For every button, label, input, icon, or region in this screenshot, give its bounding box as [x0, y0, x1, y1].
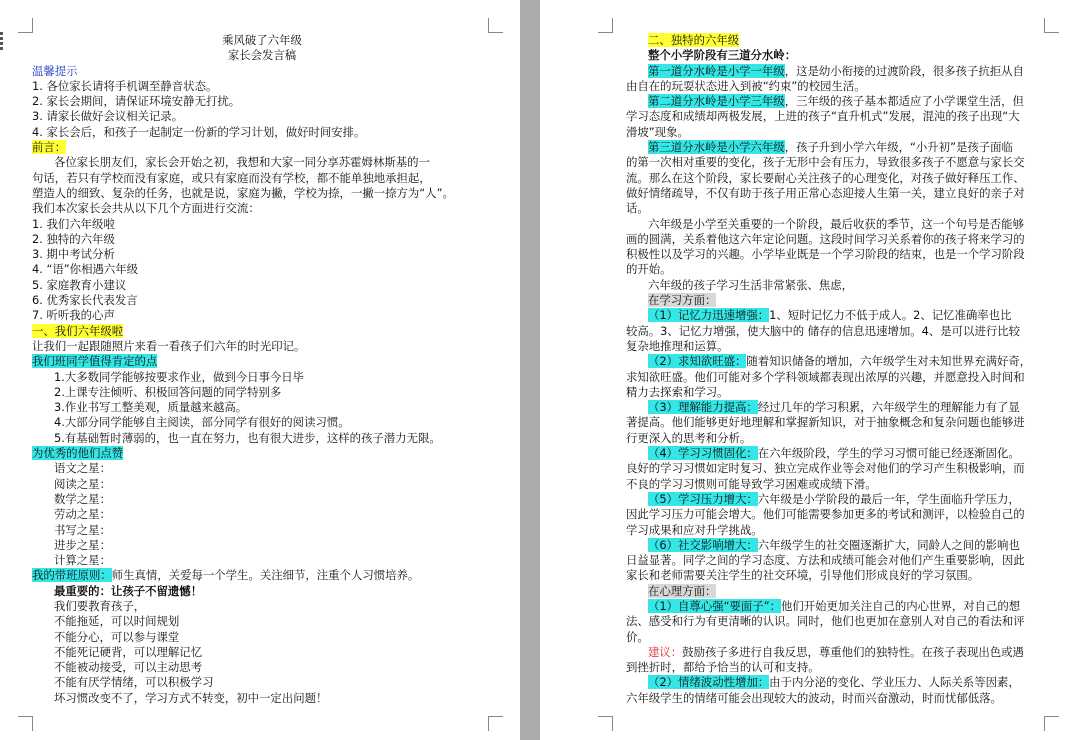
star-item: 进步之星：: [54, 537, 111, 552]
preface-label: 前言：: [32, 140, 67, 155]
watershed-3-label: 第三道分水岭是小学六年级: [648, 140, 785, 155]
tip-item: 2. 家长会期间，请保证环境安静无打扰。: [32, 94, 241, 109]
praise-item: 3.作业书写工整美观，质量越来越高。: [54, 400, 248, 415]
body-line: 良好的学习习惯如定时复习、独立完成作业等会对他们的学习产生积极影响，而: [626, 461, 1025, 476]
psych-item-1-label: （1）自尊心强“要面子”：: [648, 598, 781, 613]
left-page-content: [32, 33, 492, 706]
crop-mark-top-right: [1044, 18, 1059, 33]
study-item-4-text: 在六年级阶段，学生的学习习惯可能已经逐渐固化。: [757, 446, 1020, 461]
body-line: 六年级的孩子学习生活非常紧张、焦虑，: [648, 277, 854, 292]
body-line: 不良的学习习惯则可能导致学习困难或成绩下滑。: [626, 476, 877, 491]
body-line: 行更深入的思考和分析。: [626, 430, 752, 445]
crop-mark-top-right: [488, 18, 503, 33]
praise-item: 2.上课专注倾听、积极回答问题的同学特别多: [54, 384, 282, 399]
teach-line: 不能死记硬背，可以理解记忆: [54, 644, 203, 659]
body-line: 滑坡”现象。: [626, 124, 689, 139]
teach-line: 我们要教育孩子，: [54, 598, 146, 613]
body-line: 六年级是小学至关重要的一个阶段，最后收获的季节，这一个句号是否能够: [648, 216, 1024, 231]
study-item-2-label: （2）求知欲旺盛：: [648, 354, 747, 369]
study-item-4-label: （4）学习习惯固化：: [648, 446, 758, 461]
star-item: 计算之星：: [54, 553, 111, 568]
body-line: 流。那么在这个阶段，家长要耐心关注孩子的心理变化，对孩子做好释压工作、: [626, 170, 1025, 185]
body-line: 学习态度和成绩却两极发展，上进的孩子“直升机式”发展，混沌的孩子出现“大: [626, 109, 1020, 124]
praise-item: 5.有基础暂时薄弱的，也一直在努力，也有很大进步，这样的孩子潜力无限。: [54, 430, 441, 445]
body-line: 日益显著。同学之间的学习态度、方法和成绩可能会对他们产生重要影响，因此: [626, 553, 1025, 568]
body-line: 做好情绪疏导，不仅有助于孩子用正常心态迎接人生第一关，建立良好的亲子对: [626, 185, 1025, 200]
advice-text: 鼓励孩子多进行自我反思，尊重他们的独特性。在孩子表现出色或遇: [682, 644, 1024, 659]
document-page-left: [0, 0, 520, 740]
study-item-5-label: （5）学习压力增大：: [648, 491, 758, 506]
body-line: 家长和老师需要关注学生的社交环境，引导他们形成良好的学习氛围。: [626, 568, 980, 583]
right-page-content: [626, 33, 1046, 706]
body-line: 价。: [626, 629, 649, 644]
agenda-item: 5. 家庭教育小建议: [32, 277, 127, 292]
psych-item-1-text: 他们开始更加关注自己的内心世界，对自己的想: [780, 598, 1021, 613]
body-line: 积极性以及学习的兴趣。小学毕业既是一个学习阶段的结束，也是一个学习阶段: [626, 247, 1025, 262]
watershed-3-text: ，孩子升到小学六年级，“小升初”是孩子面临: [784, 140, 1013, 155]
crop-mark-top-left: [18, 18, 33, 33]
crop-mark-bottom-right: [1044, 716, 1059, 731]
star-item: 劳动之星：: [54, 507, 111, 522]
advice-label: 建议：: [648, 644, 683, 659]
preface-line: 我们本次家长会共从以下几个方面进行交流：: [32, 201, 260, 216]
body-line: 由自在的玩耍状态进入到被“约束”的校园生活。: [626, 78, 866, 93]
tip-item: 4. 家长会后，和孩子一起制定一份新的学习计划，做好时间安排。: [32, 124, 366, 139]
study-item-6-text: 六年级学生的社交圈逐渐扩大，同龄人之间的影响也: [757, 537, 1020, 552]
body-line: 的第一次相对重要的变化，孩子无形中会有压力，导致很多孩子不愿意与家长交: [626, 155, 1025, 170]
psych-item-2-label: （2）情绪波动性增加：: [648, 675, 770, 690]
body-line: 的开始。: [626, 262, 672, 277]
praise-item: 4.大部分同学能够自主阅读，部分同学有很好的阅读习惯。: [54, 415, 350, 430]
body-line: 画的圆满，关系着他这六年定论问题。这段时间学习关系着你的孩子将来学习的: [626, 231, 1025, 246]
watershed-1-label: 第一道分水岭是小学一年级: [648, 63, 785, 78]
star-item: 阅读之星：: [54, 476, 111, 491]
study-aspect-label: 在学习方面：: [648, 293, 717, 308]
principle-text: 师生真情，关爱每一个学生。关注细节，注重个人习惯培养。: [111, 568, 420, 583]
praise-item: 1.大多数同学能够按要求作业，做到今日事今日毕: [54, 369, 305, 384]
praise-heading: 我们班同学值得肯定的点: [32, 354, 158, 369]
body-line: 学习成果和应对升学挑战。: [626, 522, 763, 537]
agenda-item: 7. 听听我的心声: [32, 308, 115, 323]
teach-line: 坏习惯改变不了，学习方式不转变，初中一定出问题！: [54, 690, 328, 705]
doc-title: 乘风破了六年级: [222, 33, 302, 47]
body-line: 著提高。他们能够更好地理解和掌握新知识，对于抽象概念和复杂问题也能够进: [626, 415, 1025, 430]
crop-mark-bottom-left: [598, 716, 613, 731]
study-item-5-text: 六年级是小学阶段的最后一年，学生面临升学压力，: [757, 491, 1020, 506]
drag-handle[interactable]: [0, 30, 4, 52]
agenda-item: 2. 独特的六年级: [32, 231, 115, 246]
star-item: 书写之星：: [54, 522, 111, 537]
principle-label: 我的带班原则：: [32, 568, 112, 583]
teach-line: 不能有厌学情绪，可以积极学习: [54, 675, 214, 690]
most-important: 最重要的：让孩子不留遗憾！: [54, 583, 203, 598]
body-line: 较高。3、记忆力增强，使大脑中的 储存的信息迅速增加。4、是可以进行比较: [626, 323, 1021, 338]
study-item-1-text: 1、短时记忆力不低于成人。2、记忆准确率也比: [769, 308, 1012, 323]
agenda-item: 6. 优秀家长代表发言: [32, 293, 138, 308]
section1-heading: 一、我们六年级啦: [32, 323, 124, 338]
section1-intro: 让我们一起跟随照片来看一看孩子们六年的时光印记。: [32, 338, 306, 353]
study-item-3-text: 经过几年的学习积累，六年级学生的理解能力有了显: [757, 400, 1020, 415]
star-item: 数学之星：: [54, 491, 111, 506]
tip-item: 3. 请家长做好会议相关记录。: [32, 109, 184, 124]
body-line: 复杂地推理和运算。: [626, 338, 729, 353]
section2-heading: 二、独特的六年级: [648, 33, 740, 47]
psych-item-2-text: 由于内分泌的变化、学业压力、人际关系等因素，: [769, 675, 1020, 690]
body-line: 因此学习压力可能会增大。他们可能需要参加更多的考试和测评，以检验自己的: [626, 507, 1025, 522]
tips-heading: 温馨提示: [32, 63, 78, 78]
tip-item: 1. 各位家长请将手机调至静音状态。: [32, 78, 218, 93]
watershed-2-label: 第二道分水岭是小学三年级: [648, 94, 785, 109]
agenda-item: 1. 我们六年级啦: [32, 216, 115, 231]
teach-line: 不能被动接受，可以主动思考: [54, 660, 203, 675]
watershed-2-text: ，三年级的孩子基本都适应了小学课堂生活，但: [784, 94, 1024, 109]
study-item-3-label: （3）理解能力提高：: [648, 400, 758, 415]
preface-line: 塑造人的细致、复杂的任务，也就是说，家庭为撇，学校为捺，一撇一捺方为“人”。: [32, 185, 454, 200]
crop-mark-bottom-left: [18, 716, 33, 731]
preface-line: 句话，若只有学校而没有家庭，或只有家庭而没有学校，都不能单独地承担起，: [32, 170, 431, 185]
crop-mark-top-left: [598, 18, 613, 33]
doc-subtitle: 家长会发言稿: [227, 48, 297, 63]
document-page-right: [540, 0, 1080, 740]
crop-mark-bottom-right: [488, 716, 503, 731]
body-line: 六年级学生的情绪可能会出现较大的波动，时而兴奋激动，时而忧郁低落。: [626, 690, 1002, 705]
preface-line: 各位家长朋友们，家长会开始之初，我想和大家一同分享苏霍姆林斯基的一: [54, 155, 430, 170]
star-item: 语文之星：: [54, 461, 111, 476]
study-item-2-text: 随着知识储备的增加，六年级学生对未知世界充满好奇，: [746, 354, 1032, 369]
watershed-1-text: ，这是幼小衔接的过渡阶段，很多孩子抗拒从自: [784, 63, 1024, 78]
teach-line: 不能分心，可以参与课堂: [54, 629, 180, 644]
teach-line: 不能拖延，可以时间规划: [54, 614, 180, 629]
study-item-6-label: （6）社交影响增大：: [648, 537, 758, 552]
study-item-1-label: （1）记忆力迅速增强：: [648, 308, 770, 323]
agenda-item: 4. “语”你相遇六年级: [32, 262, 139, 277]
body-line: 话。: [626, 201, 649, 216]
body-line: 求知欲旺盛。他们可能对多个学科领域都表现出浓厚的兴趣，并愿意投入时间和: [626, 369, 1025, 384]
agenda-item: 3. 期中考试分析: [32, 247, 115, 262]
stars-heading: 为优秀的他们点赞: [32, 446, 124, 461]
body-line: 到挫折时，都给予恰当的认可和支持。: [626, 660, 820, 675]
body-line: 精力去探索和学习。: [626, 384, 729, 399]
psych-aspect-label: 在心理方面：: [648, 583, 717, 598]
body-line: 法、感受和行为有更清晰的认识。同时，他们也更加在意别人对自己的看法和评: [626, 614, 1025, 629]
principle-line: [32, 568, 492, 583]
section2-subheading: 整个小学阶段有三道分水岭：: [648, 48, 797, 63]
